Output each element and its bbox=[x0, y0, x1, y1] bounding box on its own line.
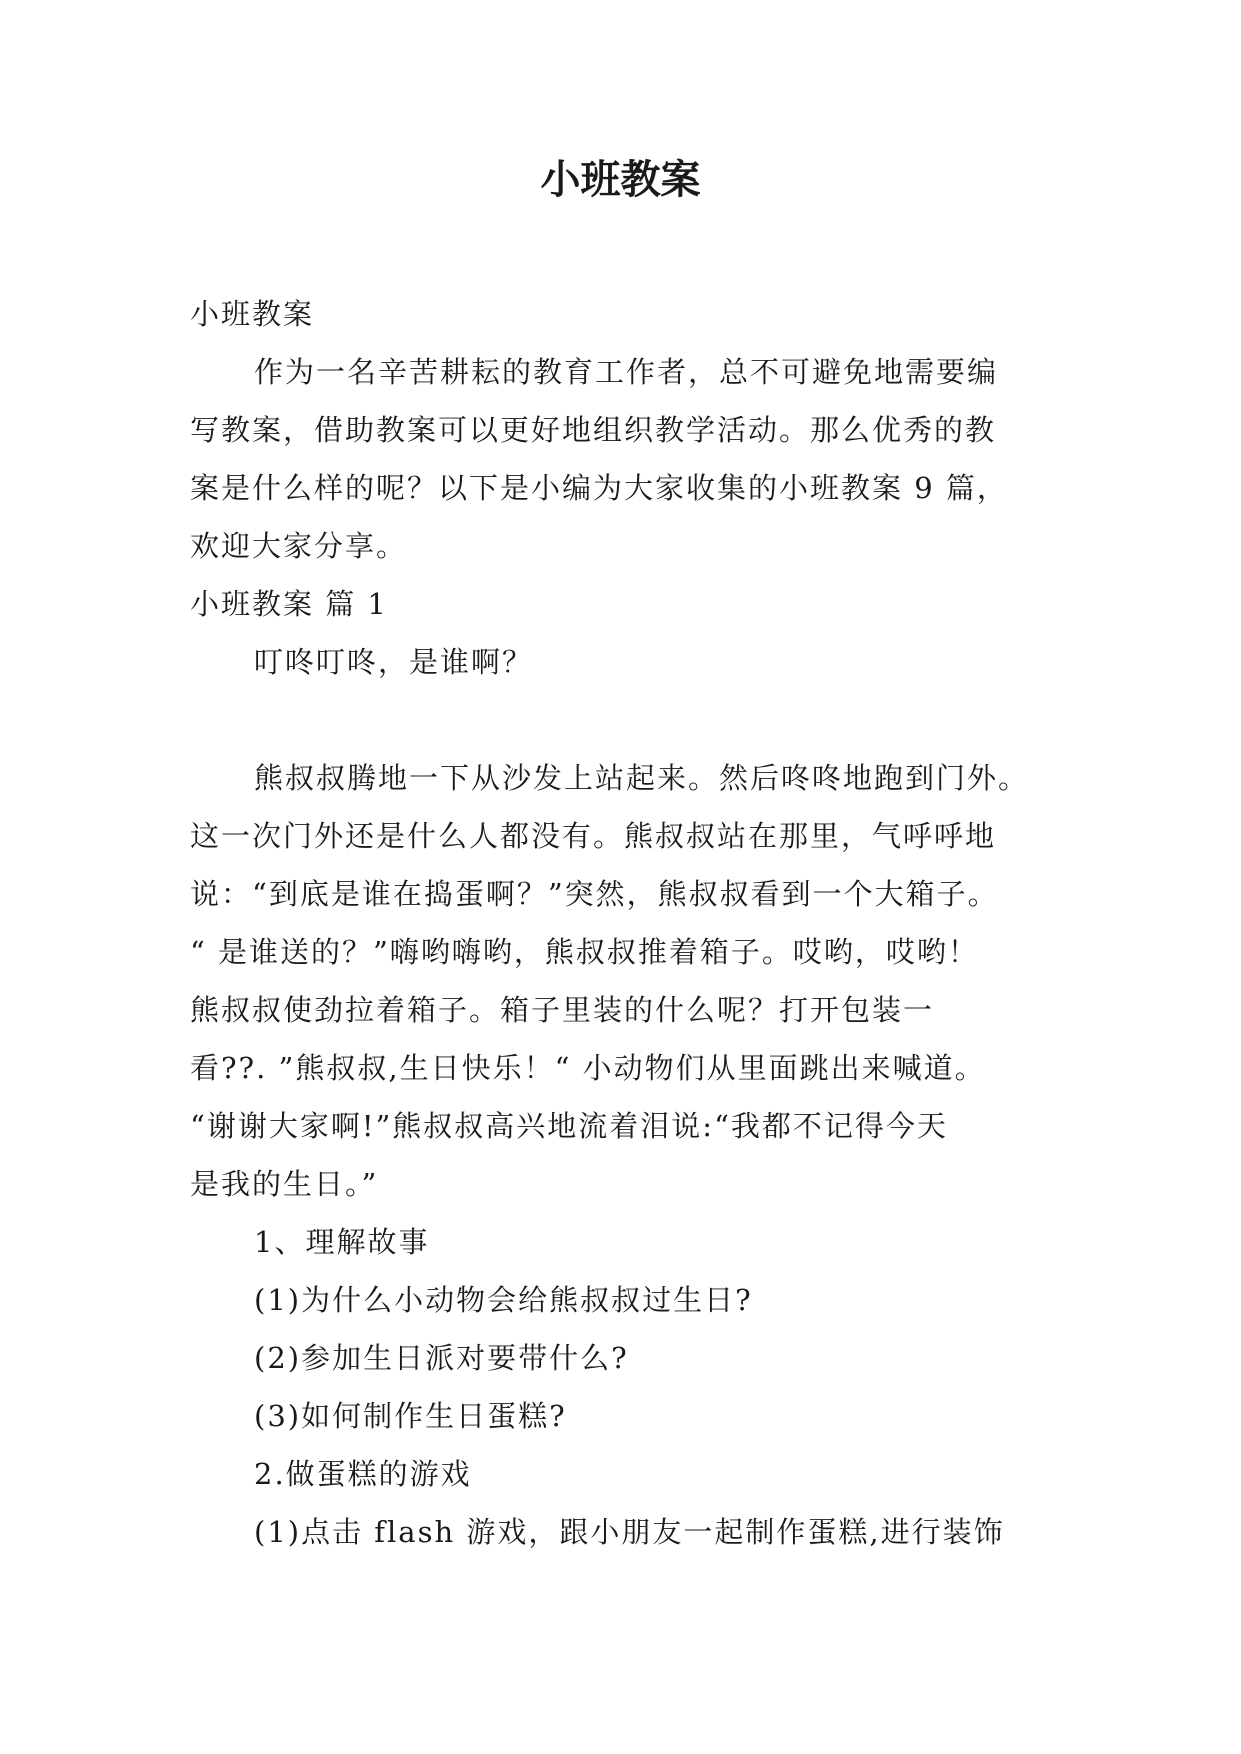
list-item: (2)参加生日派对要带什么? bbox=[254, 1341, 629, 1375]
paragraph-line: 熊叔叔腾地一下从沙发上站起来。然后咚咚地跑到门外。 bbox=[254, 761, 1030, 795]
document-title: 小班教案 bbox=[540, 156, 701, 203]
section-heading: 小班教案 bbox=[190, 297, 315, 331]
paragraph-line: 作为一名辛苦耕耘的教育工作者，总不可避免地需要编 bbox=[254, 355, 999, 389]
list-heading: 2.做蛋糕的游戏 bbox=[254, 1457, 472, 1491]
paragraph-line: 案是什么样的呢？以下是小编为大家收集的小班教案 9 篇， bbox=[190, 471, 1008, 505]
paragraph-line: 是我的生日。” bbox=[190, 1167, 379, 1201]
paragraph-line: “谢谢大家啊!”熊叔叔高兴地流着泪说:“我都不记得今天 bbox=[190, 1109, 948, 1143]
paragraph-line: 叮咚叮咚，是谁啊？ bbox=[254, 645, 534, 679]
list-item: (1)点击 flash 游戏，跟小朋友一起制作蛋糕,进行装饰 bbox=[254, 1515, 1005, 1549]
paragraph-line: 这一次门外还是什么人都没有。熊叔叔站在那里，气呼呼地 bbox=[190, 819, 997, 853]
paragraph-line: “ 是谁送的？”嗨哟嗨哟，熊叔叔推着箱子。哎哟，哎哟！ bbox=[190, 935, 979, 969]
paragraph-line: 看??. ”熊叔叔,生日快乐！“ 小动物们从里面跳出来喊道。 bbox=[190, 1051, 986, 1085]
paragraph-line: 说：“到底是谁在捣蛋啊？”突然，熊叔叔看到一个大箱子。 bbox=[190, 877, 999, 911]
section-heading: 小班教案 篇 1 bbox=[190, 587, 388, 621]
list-heading: 1、理解故事 bbox=[254, 1225, 430, 1259]
list-item: (3)如何制作生日蛋糕? bbox=[254, 1399, 567, 1433]
paragraph-line: 欢迎大家分享。 bbox=[190, 529, 408, 563]
paragraph-line: 写教案，借助教案可以更好地组织教学活动。那么优秀的教 bbox=[190, 413, 997, 447]
list-item: (1)为什么小动物会给熊叔叔过生日? bbox=[254, 1283, 753, 1317]
paragraph-line: 熊叔叔使劲拉着箱子。箱子里装的什么呢？打开包装一 bbox=[190, 993, 935, 1027]
